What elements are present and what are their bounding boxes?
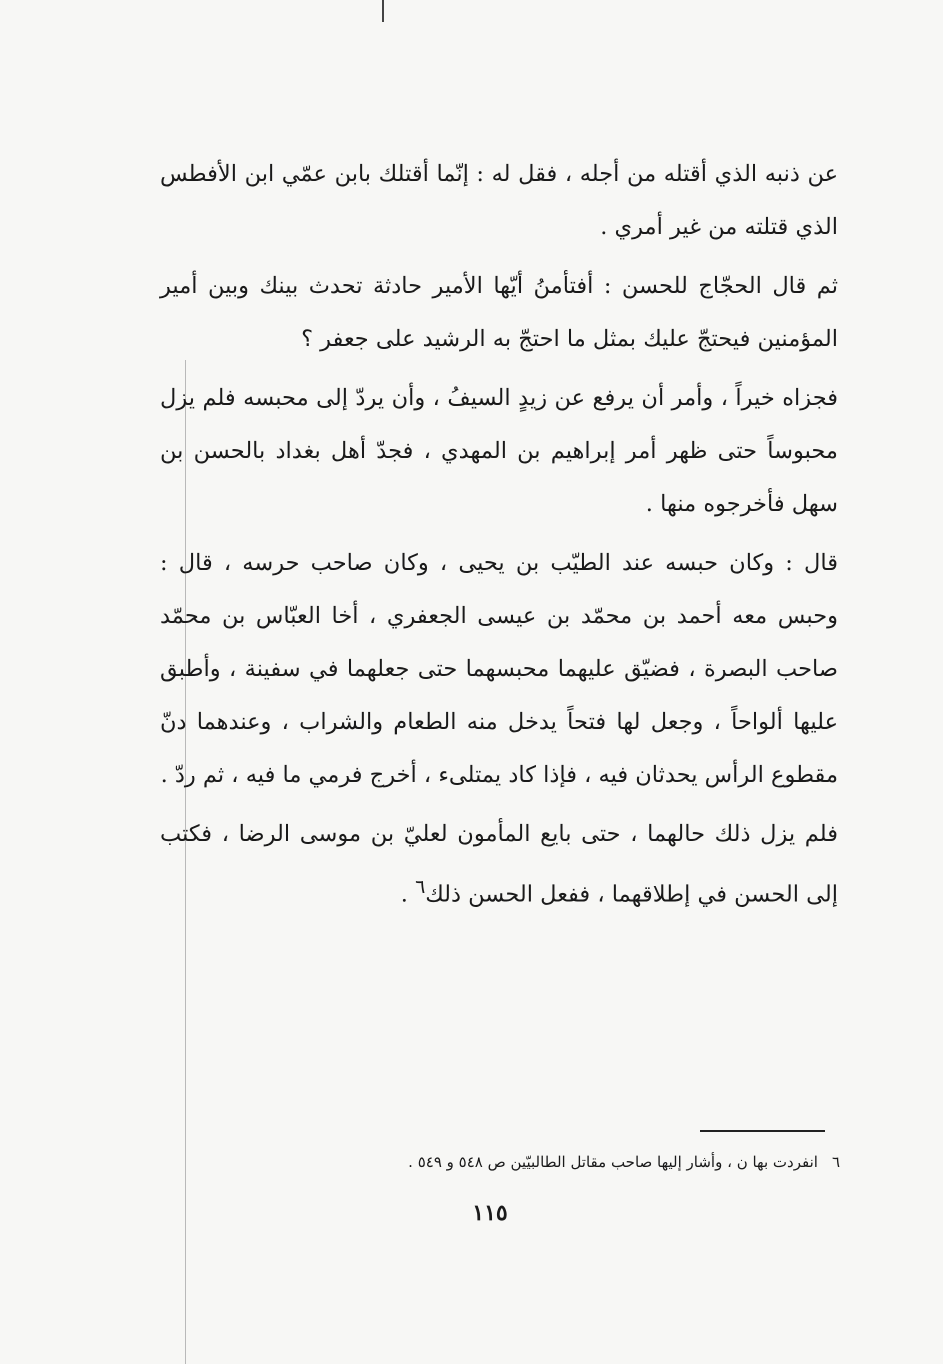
footnote-number: ٦: [831, 1153, 840, 1171]
page-number: ١١٥: [472, 1200, 508, 1226]
footnote: [300, 1148, 840, 1176]
footnote-text: انفردت بها ن ، وأشار إليها صاحب مقاتل الطالبيّين ص ٥٤٨ و ٥٤٩ .: [408, 1153, 818, 1171]
paragraph-3: فجزاه خيراً ، وأمر أن يرفع عن زيدٍ السيفُ ، وأن يردّ إلى محبسه فلم يزل محبوساً حتى ظهر أمر إبراهيم بن المهدي ، فجدّ أهل بغداد بالحسن بن سهل فأخرجوه منها .: [160, 385, 838, 517]
paragraph-2: ثم قال الحجّاج للحسن : أفتأمنُ أيّها الأمير حادثة تحدث بينك وبين أمير المؤمنين فيحتجّ عليك بمثل ما احتجّ به الرشيد على جعفر ؟: [160, 273, 838, 352]
paragraph-4: قال : وكان حبسه عند الطيّب بن يحيى ، وكان صاحب حرسه ، قال : وحبس معه أحمد بن محمّد بن عيسى الجعفري ، أخا العبّاس بن محمّد صاحب البصرة ، فضيّق عليهما محبسهما حتى جعلهما في سفينة ، وأطبق عليها ألواحاً ، وجعل لها فتحاً يدخل منه الطعام والشراب ، وعندهما دنّ مقطوع الرأس يحدثان فيه ، فإذا كاد يمتلىء ، أخرج فرمي ما فيه ، ثم ردّ .: [160, 550, 838, 788]
footnote-separator: [700, 1130, 825, 1132]
body-text: [160, 148, 838, 928]
binding-mark: [382, 0, 384, 22]
paragraph-5-text: فلم يزل ذلك حالهما ، حتى بايع المأمون لعليّ بن موسى الرضا ، فكتب إلى الحسن في إطلاقهما ، ففعل الحسن ذلك: [160, 821, 838, 908]
paragraph-5: [160, 808, 838, 922]
paragraph-5-end: .: [400, 881, 416, 908]
footnote-reference: ٦: [415, 877, 426, 898]
paragraph-1: عن ذنبه الذي أقتله من أجله ، فقل له : إنّما أقتلك بابن عمّي ابن الأفطس الذي قتلته من غير أمري .: [160, 161, 838, 240]
